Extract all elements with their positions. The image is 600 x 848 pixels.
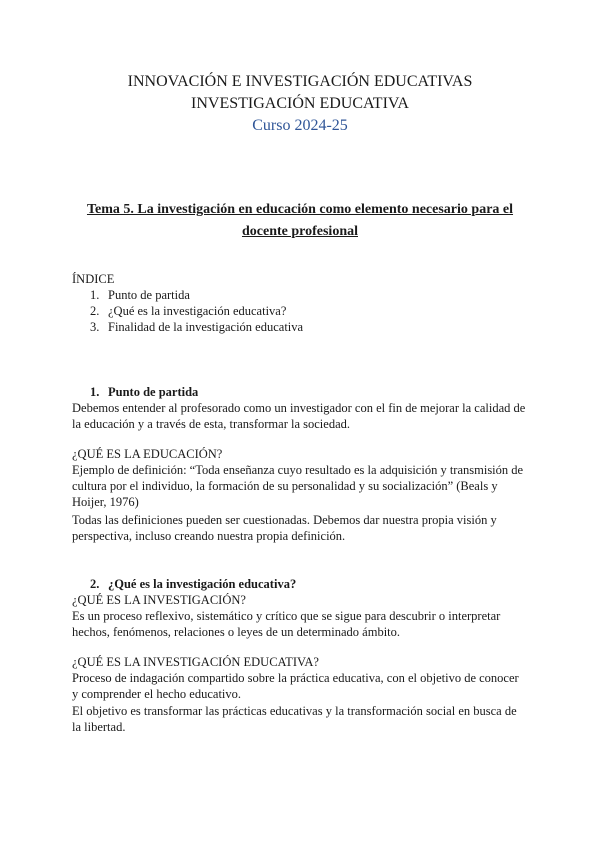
section2-title: ¿Qué es la investigación educativa? <box>108 577 297 591</box>
educational-research-subheading: ¿QUÉ ES LA INVESTIGACIÓN EDUCATIVA? <box>72 655 319 669</box>
index-item-number: 1. <box>90 288 100 302</box>
research-subheading: ¿QUÉ ES LA INVESTIGACIÓN? <box>72 593 246 607</box>
course-label: Curso 2024-25 <box>252 117 348 134</box>
section1-title: Punto de partida <box>108 385 199 399</box>
section1-note: Todas las definiciones pueden ser cuestionadas. Debemos dar nuestra propia visión y perspectiva, incluso creando nuestra propia definición. <box>72 513 497 543</box>
section2-number: 2. <box>90 577 100 591</box>
section1-heading <box>90 384 198 400</box>
educational-research-objective: El objetivo es transformar las prácticas educativas y la transformación social en busca de la libertad. <box>72 704 517 734</box>
index-item <box>90 319 303 335</box>
education-subheading: ¿QUÉ ES LA EDUCACIÓN? <box>72 447 223 461</box>
index-item-number: 3. <box>90 320 100 334</box>
document-header-line2: INVESTIGACIÓN EDUCATIVA <box>191 95 409 112</box>
educational-research-definition: Proceso de indagación compartido sobre la práctica educativa, con el objetivo de conocer y comprender el hecho educativo. <box>72 671 519 701</box>
index-title: ÍNDICE <box>72 272 115 286</box>
index-item-label: ¿Qué es la investigación educativa? <box>108 304 287 318</box>
index-item-label: Finalidad de la investigación educativa <box>108 320 304 334</box>
document-header-line1: INNOVACIÓN E INVESTIGACIÓN EDUCATIVAS <box>127 73 473 90</box>
index-item <box>90 287 190 303</box>
section1-number: 1. <box>90 385 100 399</box>
topic-title: Tema 5. La investigación en educación como elemento necesario para el docente profesional <box>86 202 514 239</box>
index-item <box>90 303 286 319</box>
index-item-number: 2. <box>90 304 100 318</box>
education-definition: Ejemplo de definición: “Toda enseñanza cuyo resultado es la adquisición y transmisión de cultura por el individuo, la formación de su personalidad y su socialización” (Beals y Hoijer, 1976) <box>72 463 524 509</box>
index-item-label: Punto de partida <box>108 288 190 302</box>
section1-intro: Debemos entender al profesorado como un investigador con el fin de mejorar la calidad de la educación y a través de esta, transformar la sociedad. <box>72 401 526 431</box>
section2-heading <box>90 576 296 592</box>
research-definition: Es un proceso reflexivo, sistemático y crítico que se sigue para descubrir o interpretar hechos, fenómenos, relaciones o leyes de un determinado ámbito. <box>72 609 501 639</box>
